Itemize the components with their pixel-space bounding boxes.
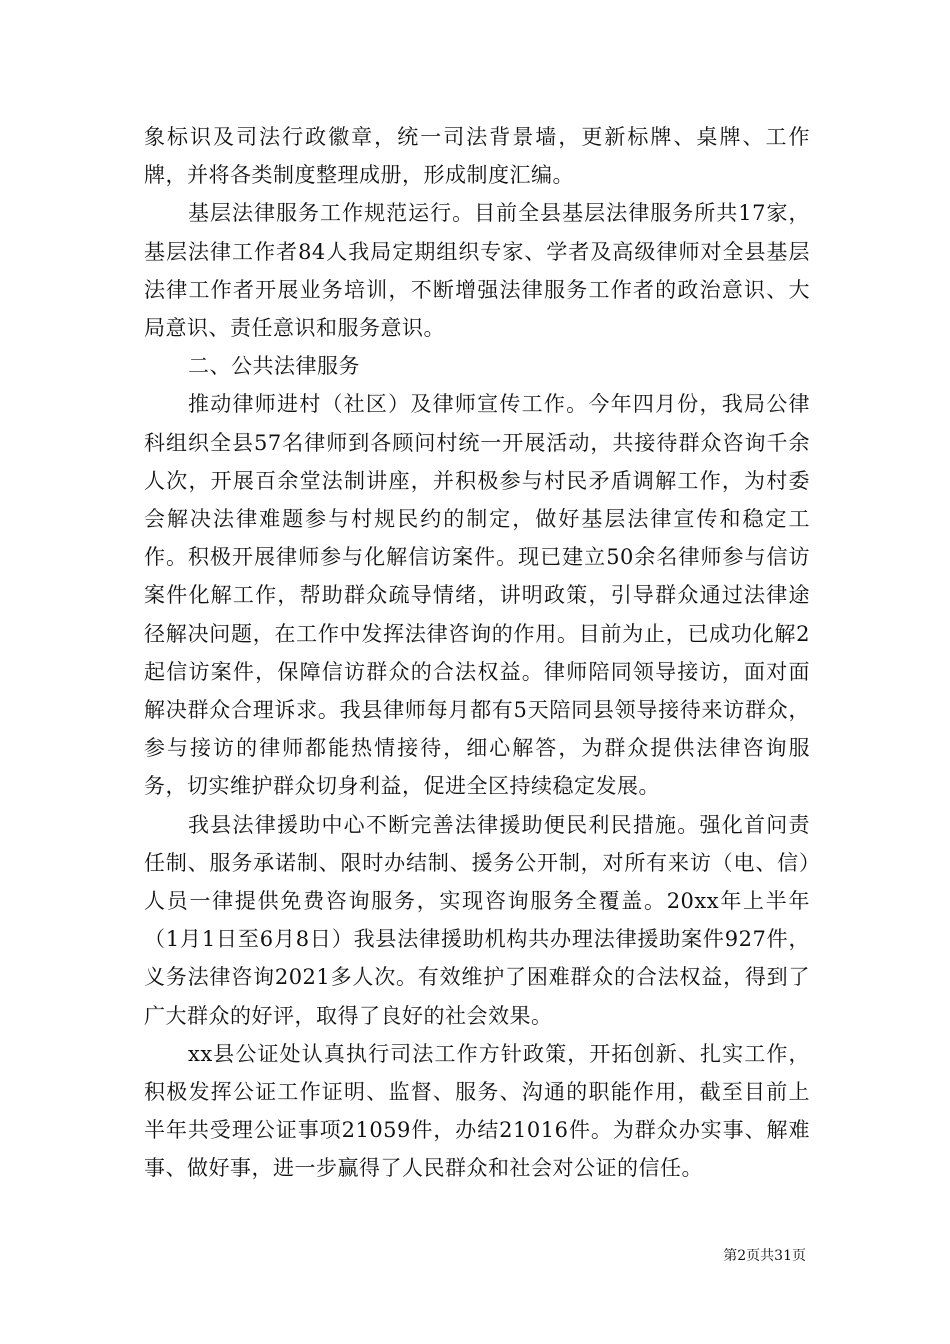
- paragraph-1: 象标识及司法行政徽章，统一司法背景墙，更新标牌、桌牌、工作牌，并将各类制度整理成册，形成制度汇编。: [144, 125, 810, 188]
- paragraph-5: xx县公证处认真执行司法工作方针政策，开拓创新、扎实工作，积极发挥公证工作证明、监督、服务、沟通的职能作用，截至目前上半年共受理公证事项21059件，办结21016件。为群众办实事、解难事、做好事，进一步赢得了人民群众和社会对公证的信任。: [144, 1041, 810, 1181]
- paragraph-3: 推动律师进村（社区）及律师宣传工作。今年四月份，我局公律科组织全县57名律师到各顾问村统一开展活动，共接待群众咨询千余人次，开展百余堂法制讲座，并积极参与村民矛盾调解工作，为村委会解决法律难题参与村规民约的制定，做好基层法律宣传和稳定工作。积极开展律师参与化解信访案件。现已建立50余名律师参与信访案件化解工作，帮助群众疏导情绪，讲明政策，引导群众通过法律途径解决问题，在工作中发挥法律咨询的作用。目前为止，已成功化解2起信访案件，保障信访群众的合法权益。律师陪同领导接访，面对面解决群众合理诉求。我县律师每月都有5天陪同县领导接待来访群众，参与接访的律师都能热情接待，细心解答，为群众提供法律咨询服务，切实维护群众切身利益，促进全区持续稳定发展。: [144, 392, 810, 799]
- section-heading: 二、公共法律服务: [188, 354, 360, 379]
- paragraph-2: 基层法律服务工作规范运行。目前全县基层法律服务所共17家，基层法律工作者84人我局定期组织专家、学者及高级律师对全县基层法律工作者开展业务培训，不断增强法律服务工作者的政治意识、大局意识、责任意识和服务意识。: [144, 201, 810, 341]
- paragraph-4: 我县法律援助中心不断完善法律援助便民利民措施。强化首问责任制、服务承诺制、限时办结制、援务公开制，对所有来访（电、信）人员一律提供免费咨询服务，实现咨询服务全覆盖。20xx年上半年（1月1日至6月8日）我县法律援助机构共办理法律援助案件927件，义务法律咨询2021多人次。有效维护了困难群众的合法权益，得到了广大群众的好评，取得了良好的社会效果。: [144, 812, 810, 1028]
- page-number: 第2页共31页: [723, 1248, 806, 1264]
- document-body: [144, 118, 810, 1188]
